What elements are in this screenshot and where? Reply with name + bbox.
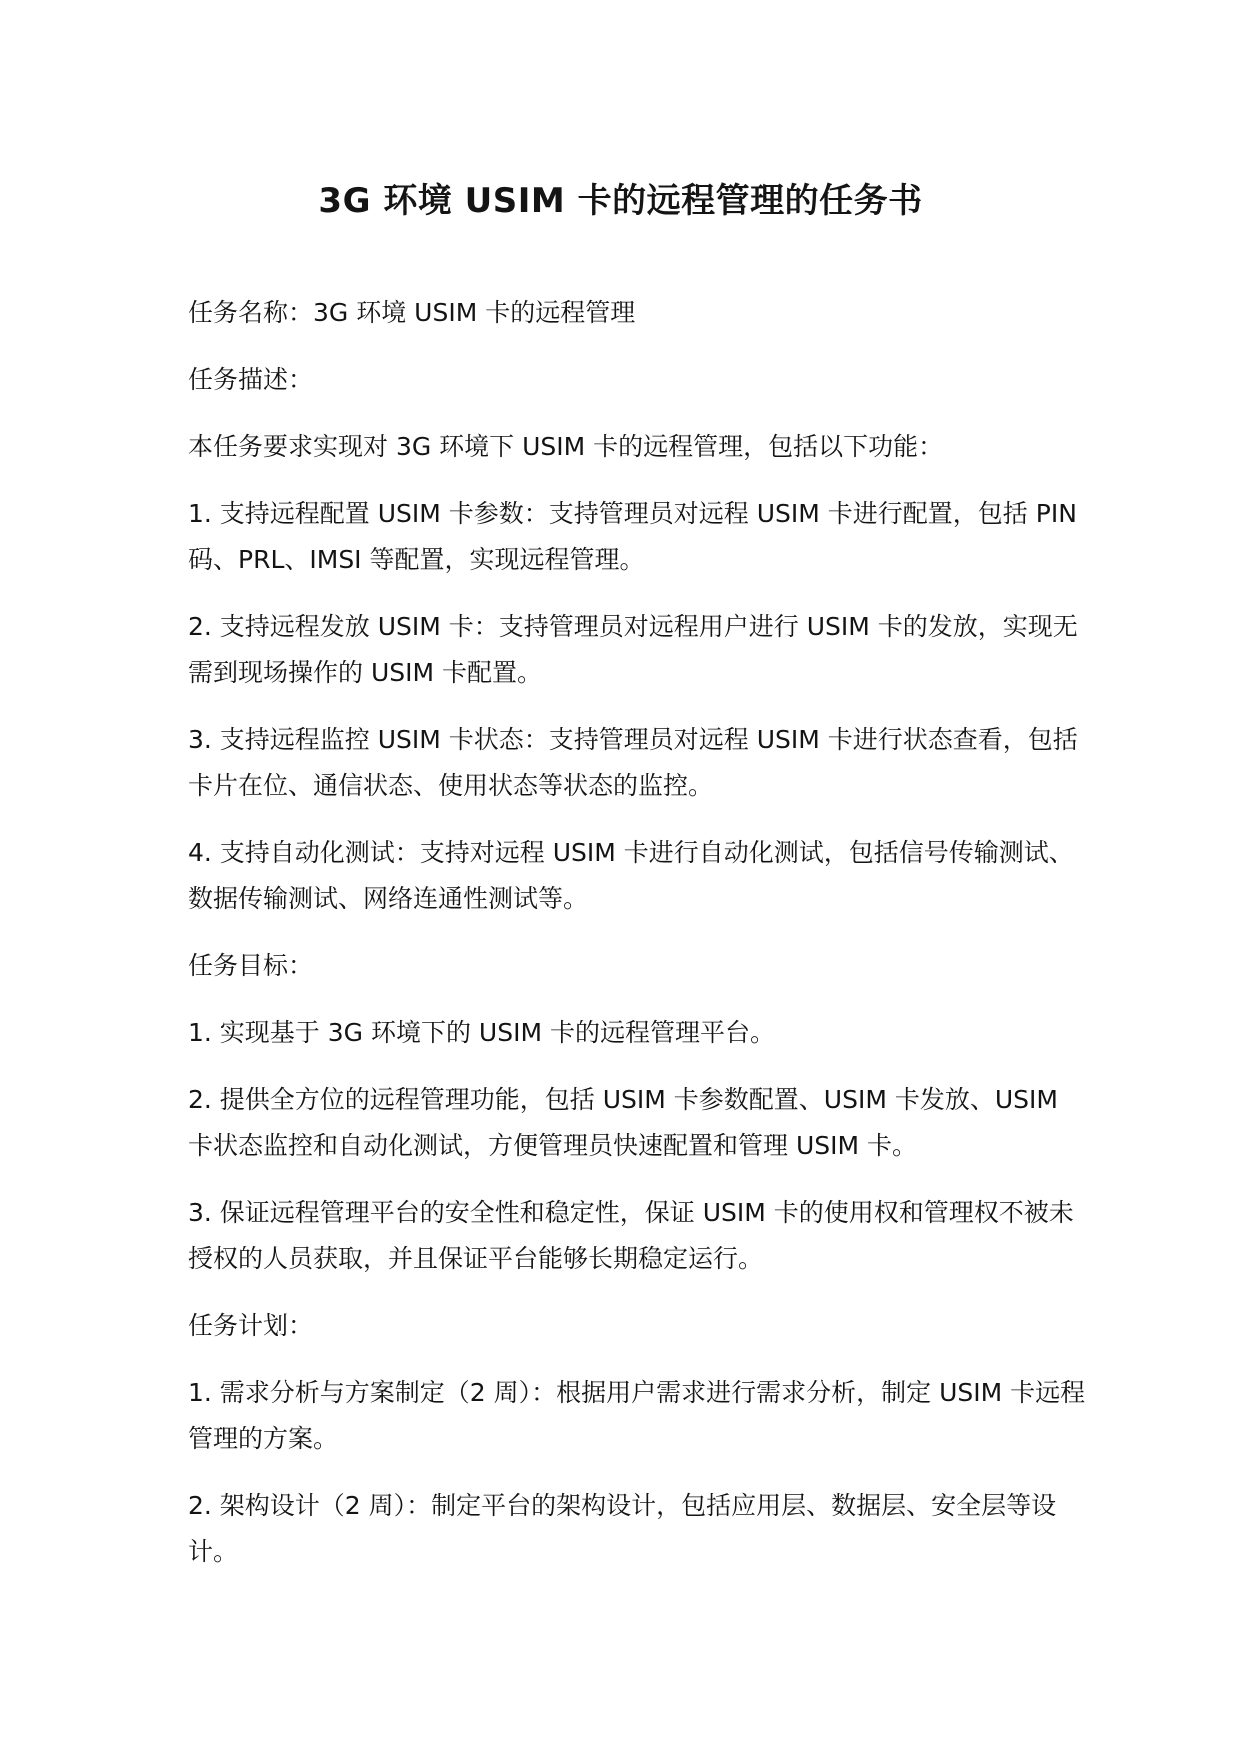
plan-item-1: 1. 需求分析与方案制定（2 周）：根据用户需求进行需求分析，制定 USIM 卡远程管理的方案。 [188,1378,1086,1453]
task-description-intro: 本任务要求实现对 3G 环境下 USIM 卡的远程管理，包括以下功能： [188,432,944,461]
task-description-heading: 任务描述： [188,365,314,394]
goal-item-2: 2. 提供全方位的远程管理功能，包括 USIM 卡参数配置、USIM 卡发放、USIM 卡状态监控和自动化测试，方便管理员快速配置和管理 USIM 卡。 [188,1085,1058,1160]
document-title: 3G 环境 USIM 卡的远程管理的任务书 [318,181,923,221]
task-goals-heading: 任务目标： [188,951,314,980]
goal-item-1: 1. 实现基于 3G 环境下的 USIM 卡的远程管理平台。 [188,1018,775,1047]
task-plan-heading: 任务计划： [188,1311,314,1340]
description-item-1: 1. 支持远程配置 USIM 卡参数：支持管理员对远程 USIM 卡进行配置，包括 PIN 码、PRL、IMSI 等配置，实现远程管理。 [188,499,1077,574]
task-name-line: 任务名称：3G 环境 USIM 卡的远程管理 [188,298,636,327]
plan-item-2: 2. 架构设计（2 周）：制定平台的架构设计，包括应用层、数据层、安全层等设计。 [188,1491,1057,1566]
description-item-3: 3. 支持远程监控 USIM 卡状态：支持管理员对远程 USIM 卡进行状态查看，包括卡片在位、通信状态、使用状态等状态的监控。 [188,725,1078,800]
description-item-2: 2. 支持远程发放 USIM 卡：支持管理员对远程用户进行 USIM 卡的发放，实现无需到现场操作的 USIM 卡配置。 [188,612,1078,687]
document-body [188,290,1088,1596]
goal-item-3: 3. 保证远程管理平台的安全性和稳定性，保证 USIM 卡的使用权和管理权不被未授权的人员获取，并且保证平台能够长期稳定运行。 [188,1198,1074,1273]
description-item-4: 4. 支持自动化测试：支持对远程 USIM 卡进行自动化测试，包括信号传输测试、数据传输测试、网络连通性测试等。 [188,838,1074,913]
